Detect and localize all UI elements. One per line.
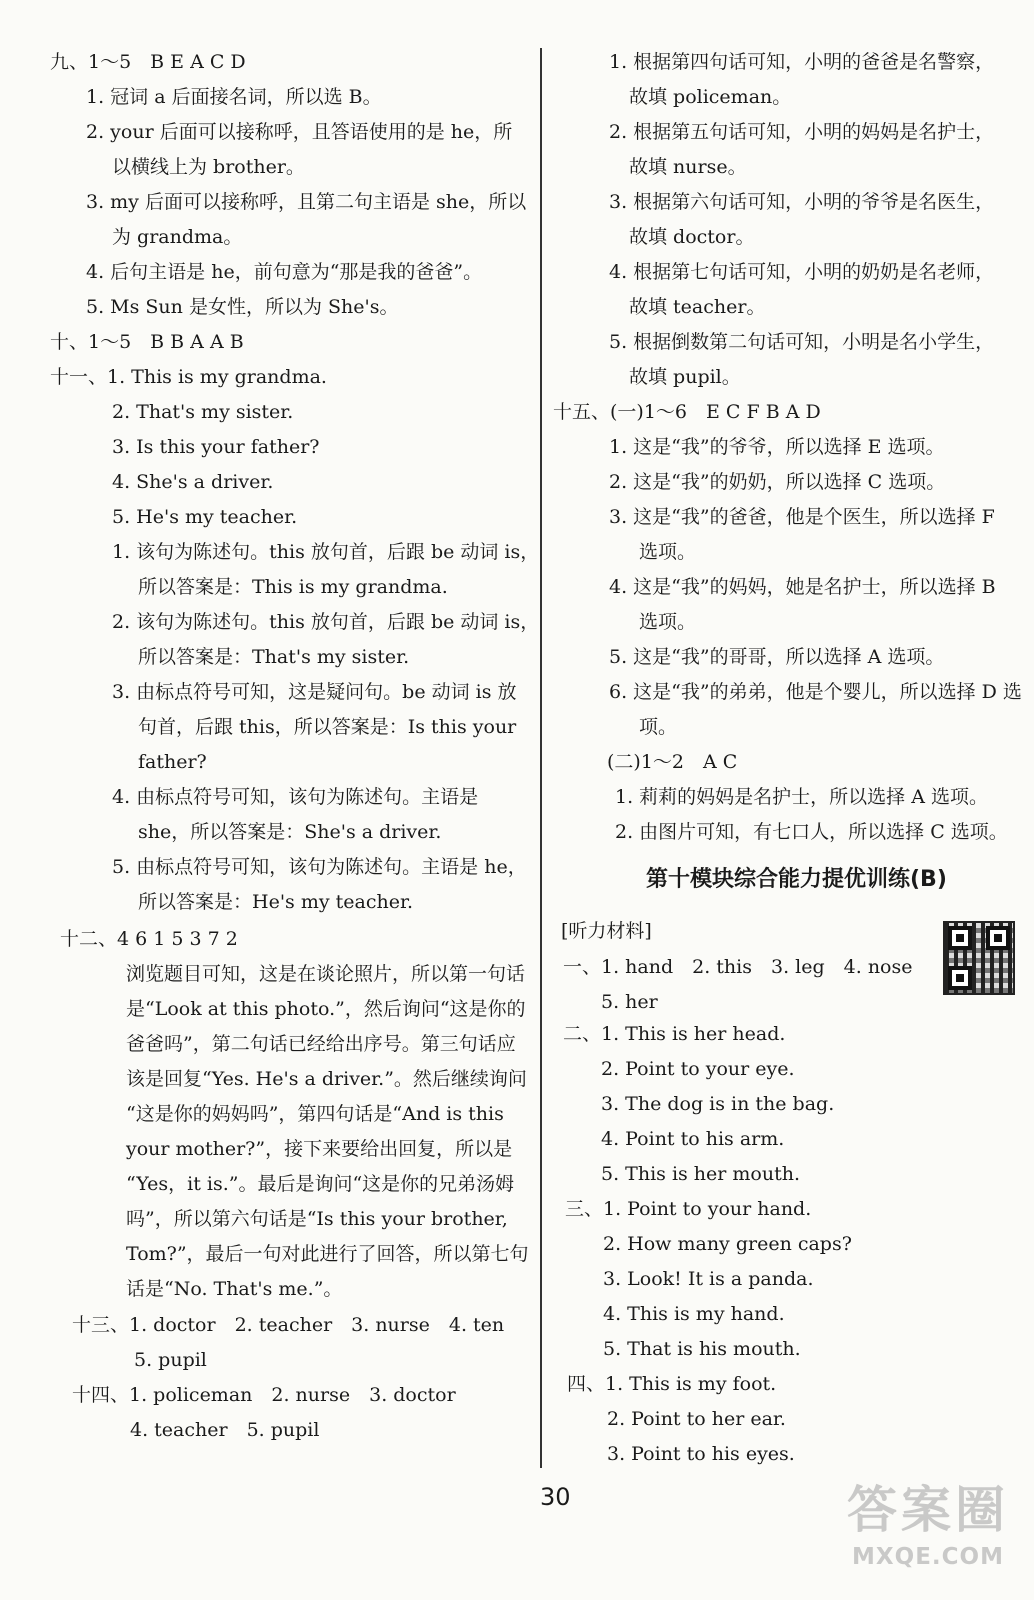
- answer-line: 九、1～5 B E A C D: [50, 51, 246, 73]
- answer-line: 3. Is this your father?: [112, 436, 320, 458]
- answer-line: Tom?”，最后一句对此进行了回答，所以第七句: [126, 1243, 529, 1265]
- answer-line: 选项。: [639, 541, 697, 563]
- answer-line: 4. 这是“我”的妈妈，她是名护士，所以选择 B: [609, 576, 996, 598]
- answer-line: 故填 nurse。: [629, 156, 747, 178]
- left-column: [0, 0, 548, 1470]
- answer-line: 5. He's my teacher.: [112, 506, 298, 528]
- answer-line: she，所以答案是：She's a driver.: [138, 821, 442, 843]
- answer-line: 6. 这是“我”的弟弟，他是个婴儿，所以选择 D 选: [609, 681, 1022, 703]
- answer-line: “这是你的妈妈吗”，第四句话是“And is this: [126, 1103, 504, 1125]
- answer-line: 选项。: [639, 611, 697, 633]
- answer-line: 5. That is his mouth.: [603, 1338, 801, 1360]
- answer-line: 4. She's a driver.: [112, 471, 274, 493]
- answer-line: your mother?”，接下来要给出回复，所以是: [126, 1138, 513, 1160]
- answer-line: 十一、1. This is my grandma.: [50, 366, 327, 388]
- answer-line: 十、1～5 B B A A B: [50, 331, 244, 353]
- answer-line: 浏览题目可知，这是在谈论照片，所以第一句话: [126, 963, 526, 985]
- answer-line: 2. That's my sister.: [112, 401, 294, 423]
- answer-line: 4. teacher 5. pupil: [130, 1419, 320, 1441]
- answer-line: 以横线上为 brother。: [112, 156, 305, 178]
- answer-line: “Yes，it is.”。最后是询问“这是你的兄弟汤姆: [126, 1173, 515, 1195]
- watermark-logo: [838, 1478, 1018, 1588]
- answer-line: 十四、1. policeman 2. nurse 3. doctor: [72, 1384, 456, 1406]
- answer-line: 5. Ms Sun 是女性，所以为 She's。: [86, 296, 399, 318]
- answer-line: 故填 policeman。: [629, 86, 792, 108]
- answer-line: 话是“No. That's me.”。: [126, 1278, 343, 1300]
- answer-line: 1. 冠词 a 后面接名词，所以选 B。: [86, 86, 382, 108]
- answer-line: 5. This is her mouth.: [601, 1163, 801, 1185]
- answer-line: 1. 该句为陈述句。this 放句首，后跟 be 动词 is，: [112, 541, 540, 563]
- answer-line: 4. This is my hand.: [603, 1303, 785, 1325]
- answer-line: 二、1. This is her head.: [563, 1023, 786, 1045]
- answer-line: 1. 根据第四句话可知，小明的爸爸是名警察，: [609, 51, 995, 73]
- answer-line: 4. Point to his arm.: [601, 1128, 785, 1150]
- answer-line: 1. 这是“我”的爷爷，所以选择 E 选项。: [609, 436, 945, 458]
- answer-line: 2. 根据第五句话可知，小明的妈妈是名护士，: [609, 121, 995, 143]
- answer-line: 3. 由标点符号可知，这是疑问句。be 动词 is 放: [112, 681, 517, 703]
- answer-line: 5. pupil: [134, 1349, 207, 1371]
- answer-line: 3. The dog is in the bag.: [601, 1093, 835, 1115]
- answer-line: 2. Point to your eye.: [601, 1058, 795, 1080]
- right-column: [549, 0, 1034, 1470]
- answer-line: 吗”，所以第六句话是“Is this your brother,: [126, 1208, 508, 1230]
- answer-line: 2. your 后面可以接称呼，且答语使用的是 he，所: [86, 121, 513, 143]
- answer-line: 5. 这是“我”的哥哥，所以选择 A 选项。: [609, 646, 945, 668]
- answer-line: 所以答案是：That's my sister.: [138, 646, 410, 668]
- watermark-text: 答案圈: [847, 1481, 1009, 1539]
- answer-line: 十二、4 6 1 5 3 7 2: [60, 928, 238, 950]
- answer-line: 4. 根据第七句话可知，小明的奶奶是名老师，: [609, 261, 995, 283]
- qr-code-icon[interactable]: [943, 921, 1015, 995]
- answer-line: 故填 teacher。: [629, 296, 766, 318]
- answer-line: father?: [138, 751, 207, 773]
- answer-line: 3. my 后面可以接称呼，且第二句主语是 she，所以: [86, 191, 527, 213]
- answer-line: 4. 由标点符号可知，该句为陈述句。主语是: [112, 786, 479, 808]
- answer-line: 5. her: [601, 991, 658, 1013]
- answer-line: 十五、(一)1～6 E C F B A D: [553, 401, 821, 423]
- answer-line: 三、1. Point to your hand.: [565, 1198, 812, 1220]
- answer-line: 4. 后句主语是 he，前句意为“那是我的爸爸”。: [86, 261, 483, 283]
- answer-line: 2. 由图片可知，有七口人，所以选择 C 选项。: [615, 821, 1008, 843]
- answer-line: 3. Point to his eyes.: [607, 1443, 795, 1465]
- answer-line: 四、1. This is my foot.: [567, 1373, 777, 1395]
- answer-line: 3. 这是“我”的爸爸，他是个医生，所以选择 F: [609, 506, 995, 528]
- answer-line: 2. Point to her ear.: [607, 1408, 786, 1430]
- answer-line: 一、1. hand 2. this 3. leg 4. nose: [563, 956, 913, 978]
- answer-line: 2. 该句为陈述句。this 放句首，后跟 be 动词 is，: [112, 611, 540, 633]
- answer-line: 是“Look at this photo.”，然后询问“这是你的: [126, 998, 526, 1020]
- answer-line: 3. Look! It is a panda.: [603, 1268, 814, 1290]
- answer-line: 2. 这是“我”的奶奶，所以选择 C 选项。: [609, 471, 946, 493]
- watermark-url: MXQE.COM: [852, 1544, 1004, 1570]
- answer-line: 故填 doctor。: [629, 226, 755, 248]
- page-number: 30: [540, 1483, 571, 1511]
- answer-line: 十三、1. doctor 2. teacher 3. nurse 4. ten: [72, 1314, 505, 1336]
- column-divider: [540, 48, 542, 1468]
- answer-line: 项。: [639, 716, 678, 738]
- section-title: 第十模块综合能力提优训练(B): [646, 867, 947, 892]
- listening-material-label: [听力材料]: [561, 920, 652, 942]
- answer-line: 2. How many green caps?: [603, 1233, 852, 1255]
- answer-line: 1. 莉莉的妈妈是名护士，所以选择 A 选项。: [615, 786, 988, 808]
- answer-line: 故填 pupil。: [629, 366, 741, 388]
- answer-line: 5. 由标点符号可知，该句为陈述句。主语是 he，: [112, 856, 527, 878]
- answer-line: 所以答案是：He's my teacher.: [138, 891, 413, 913]
- answer-line: 该是回复“Yes. He's a driver.”。然后继续询问: [126, 1068, 527, 1090]
- answer-line: 爸爸吗”，第二句话已经给出序号。第三句话应: [126, 1033, 516, 1055]
- answer-line: 为 grandma。: [112, 226, 243, 248]
- answer-line: 所以答案是：This is my grandma.: [138, 576, 448, 598]
- answer-line: 5. 根据倒数第二句话可知，小明是名小学生，: [609, 331, 995, 353]
- answer-line: 句首，后跟 this，所以答案是：Is this your: [138, 716, 517, 738]
- answer-line: 3. 根据第六句话可知，小明的爷爷是名医生，: [609, 191, 995, 213]
- answer-line: (二)1～2 A C: [607, 751, 738, 773]
